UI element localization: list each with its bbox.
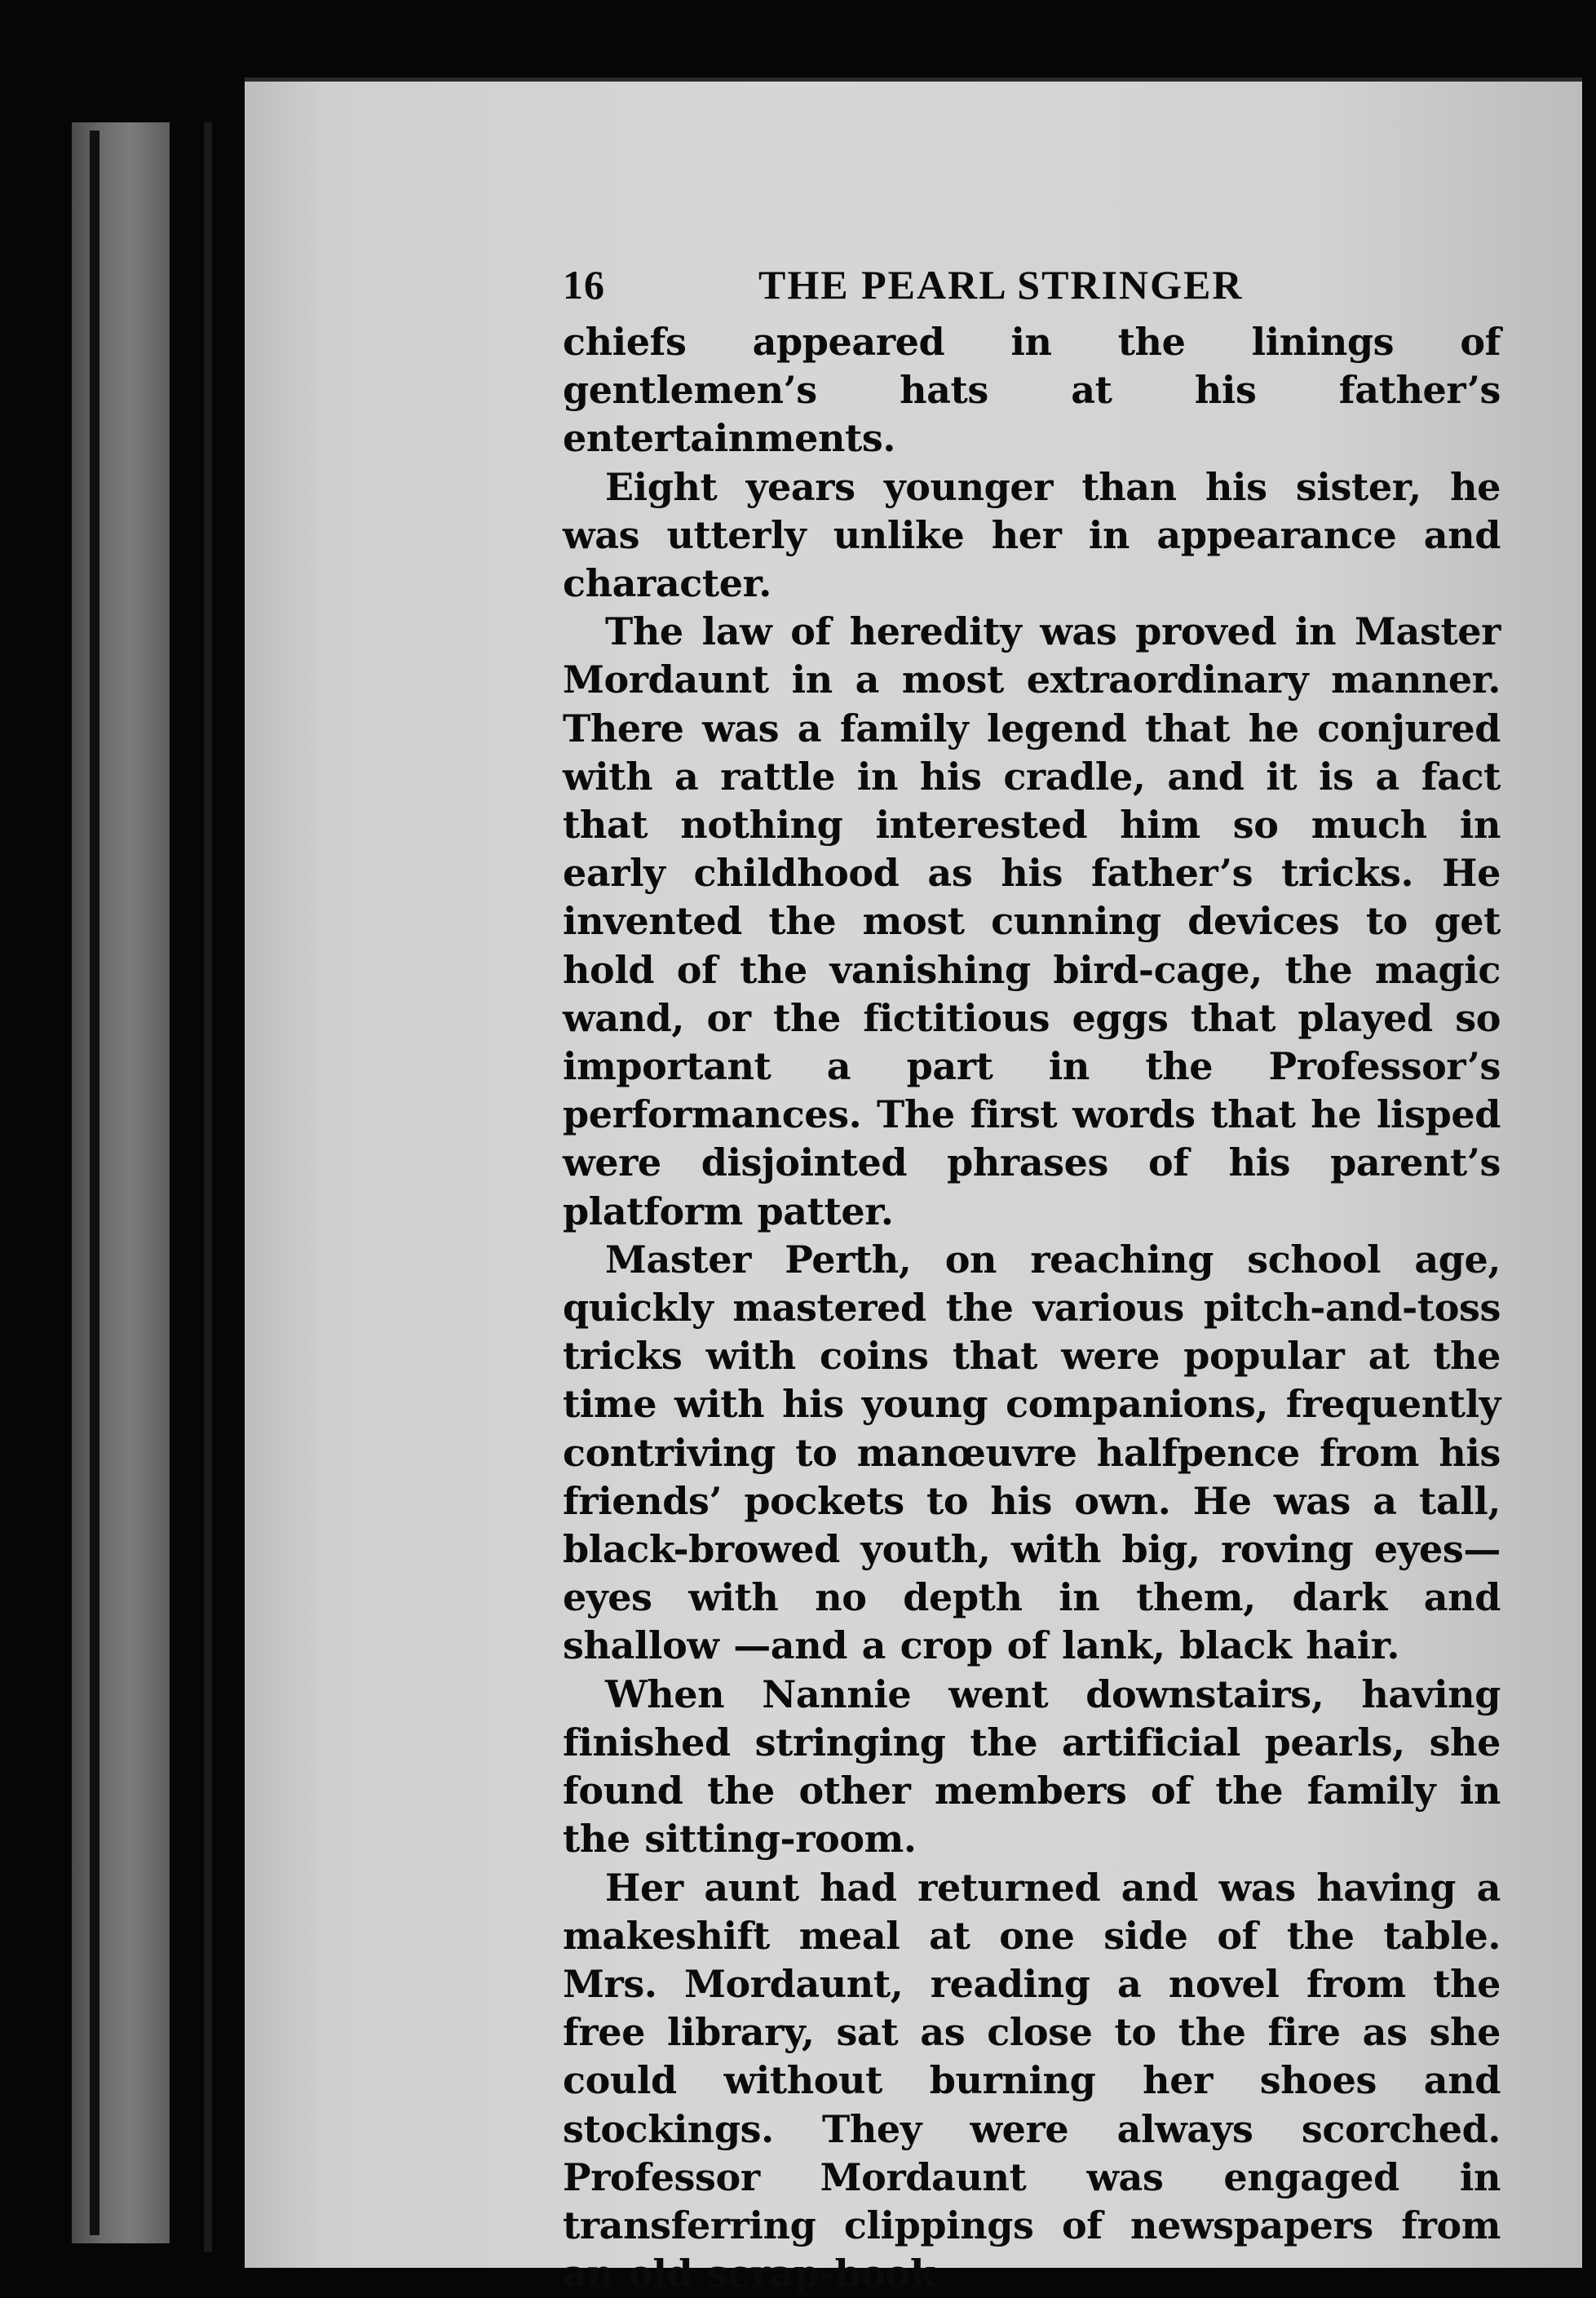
paragraph: Master Perth, on reaching school age, quickly mastered the various pitch-and-toss tricks with coins that were popular at the time with his young companions, frequently contriving to manœuvre halfpence from his friends’ pockets to his own. He was a tall, black-browed youth, with big, roving eyes—eyes with no depth in them, dark and shallow —and a crop of lank, black hair. bbox=[563, 1237, 1501, 1668]
cover-binding-line bbox=[90, 131, 99, 2235]
body-text bbox=[563, 318, 1501, 2298]
paragraph: chiefs appeared in the linings of gentlemen’s hats at his father’s entertainments. bbox=[563, 320, 1501, 461]
paragraph: Eight years younger than his sister, he was utterly unlike her in appearance and character. bbox=[563, 464, 1501, 606]
page-number: 16 bbox=[563, 262, 605, 308]
running-head bbox=[563, 261, 1501, 318]
paragraph: When Nannie went downstairs, having finished stringing the artificial pearls, she found the other members of the family in the sitting-room. bbox=[563, 1671, 1501, 1862]
page-stack-edge bbox=[204, 122, 212, 2252]
book-title: THE PEARL STRINGER bbox=[758, 262, 1244, 308]
paragraph: The law of heredity was proved in Master Mordaunt in a most extraordinary manner. There was a family legend that he conjured with a rattle in his cradle, and it is a fact that nothing interested him so much in early childhood as his father’s tricks. He invented the most cunning devices to get hold of the vanishing bird-cage, the magic wand, or the fictitious eggs that played so important a part in the Professor’s performances. The first words that he lisped were disjointed phrases of his parent’s platform patter. bbox=[563, 609, 1501, 1233]
book-cover-edge bbox=[72, 122, 170, 2243]
text-block bbox=[563, 261, 1501, 2298]
paragraph: Her aunt had returned and was having a makeshift meal at one side of the table. Mrs. Mordaunt, reading a novel from the free library, sat as close to the fire as she could without burning her shoes and stockings. They were always scorched. Professor Mordaunt was engaged in transferring clippings of newspapers from an old scrap-book bbox=[563, 1865, 1501, 2296]
